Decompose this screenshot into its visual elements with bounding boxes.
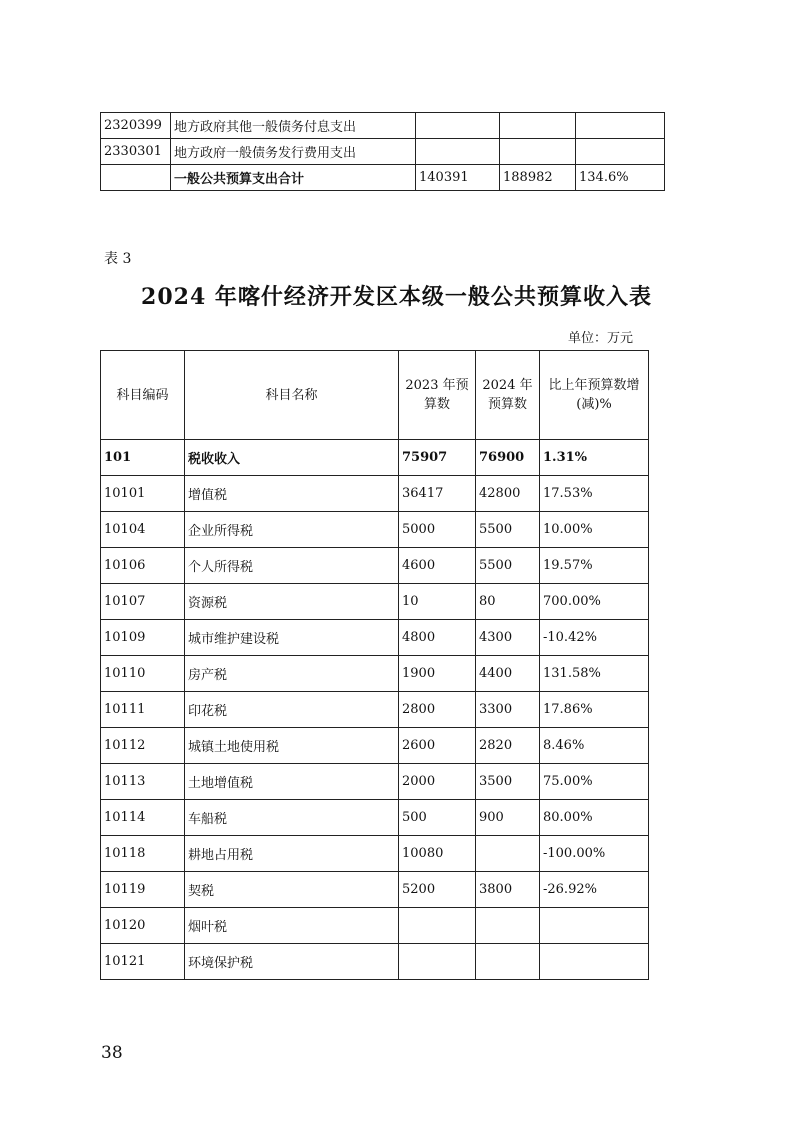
budget-2024-cell: 76900 bbox=[476, 440, 540, 476]
table-row bbox=[101, 692, 649, 728]
budget-2023-cell: 1900 bbox=[399, 656, 476, 692]
budget-2024-cell: 4400 bbox=[476, 656, 540, 692]
subject-code-cell: 2330301 bbox=[101, 139, 171, 165]
budget-2023-cell: 2800 bbox=[399, 692, 476, 728]
header-change-pct: 比上年预算数增(减)% bbox=[540, 351, 649, 440]
subject-code-cell: 10107 bbox=[101, 584, 185, 620]
budget-2023-cell: 10 bbox=[399, 584, 476, 620]
subject-code-cell: 10109 bbox=[101, 620, 185, 656]
subject-name-cell: 烟叶税 bbox=[185, 908, 399, 944]
budget-2024-cell: 188982 bbox=[500, 165, 576, 191]
budget-2023-cell: 2600 bbox=[399, 728, 476, 764]
subject-code-cell: 2320399 bbox=[101, 113, 171, 139]
table-row bbox=[101, 944, 649, 980]
table-row bbox=[101, 139, 665, 165]
budget-2024-cell: 900 bbox=[476, 800, 540, 836]
budget-2023-cell: 140391 bbox=[416, 165, 500, 191]
budget-2024-cell: 5500 bbox=[476, 512, 540, 548]
budget-2023-cell: 5000 bbox=[399, 512, 476, 548]
budget-2024-cell bbox=[476, 836, 540, 872]
subject-name-cell: 环境保护税 bbox=[185, 944, 399, 980]
subject-code-cell: 10113 bbox=[101, 764, 185, 800]
budget-2024-cell bbox=[476, 908, 540, 944]
change-pct-cell bbox=[540, 908, 649, 944]
change-pct-cell: 10.00% bbox=[540, 512, 649, 548]
table-row bbox=[101, 512, 649, 548]
total-row bbox=[101, 165, 665, 191]
table-row bbox=[101, 620, 649, 656]
subject-name-cell: 地方政府一般债务发行费用支出 bbox=[171, 139, 416, 165]
subject-code-cell: 10104 bbox=[101, 512, 185, 548]
subject-code-cell: 10106 bbox=[101, 548, 185, 584]
table-number-label: 表 3 bbox=[104, 251, 132, 267]
budget-2023-cell: 10080 bbox=[399, 836, 476, 872]
page-number: 38 bbox=[101, 1043, 123, 1063]
subject-name-cell: 印花税 bbox=[185, 692, 399, 728]
subject-code-cell: 10121 bbox=[101, 944, 185, 980]
subject-name-cell: 资源税 bbox=[185, 584, 399, 620]
change-pct-cell bbox=[576, 139, 665, 165]
change-pct-cell bbox=[576, 113, 665, 139]
subject-name-cell: 城市维护建设税 bbox=[185, 620, 399, 656]
budget-2024-cell: 3500 bbox=[476, 764, 540, 800]
subject-name-cell: 房产税 bbox=[185, 656, 399, 692]
change-pct-cell: 1.31% bbox=[540, 440, 649, 476]
unit-note: 单位：万元 bbox=[568, 331, 634, 346]
change-pct-cell: 19.57% bbox=[540, 548, 649, 584]
budget-2023-cell: 4800 bbox=[399, 620, 476, 656]
page-title: 2024 年喀什经济开发区本级一般公共预算收入表 bbox=[141, 284, 652, 310]
header-budget-2023: 2023 年预算数 bbox=[399, 351, 476, 440]
expenditure-table-continued bbox=[100, 112, 665, 191]
header-subject-name: 科目名称 bbox=[185, 351, 399, 440]
subject-code-cell: 10111 bbox=[101, 692, 185, 728]
budget-2024-cell bbox=[500, 113, 576, 139]
budget-2024-cell: 4300 bbox=[476, 620, 540, 656]
subject-code-cell: 10118 bbox=[101, 836, 185, 872]
subject-name-cell: 地方政府其他一般债务付息支出 bbox=[171, 113, 416, 139]
change-pct-cell: 75.00% bbox=[540, 764, 649, 800]
budget-2023-cell bbox=[399, 944, 476, 980]
subject-name-cell: 个人所得税 bbox=[185, 548, 399, 584]
change-pct-cell: 8.46% bbox=[540, 728, 649, 764]
subject-code-cell: 10114 bbox=[101, 800, 185, 836]
table-row bbox=[101, 476, 649, 512]
change-pct-cell bbox=[540, 944, 649, 980]
budget-2023-cell bbox=[416, 139, 500, 165]
table-row bbox=[101, 584, 649, 620]
budget-2023-cell: 75907 bbox=[399, 440, 476, 476]
subject-code-cell: 10112 bbox=[101, 728, 185, 764]
subject-code-cell: 10119 bbox=[101, 872, 185, 908]
table-row bbox=[101, 764, 649, 800]
change-pct-cell: 700.00% bbox=[540, 584, 649, 620]
budget-2024-cell bbox=[476, 944, 540, 980]
table-row bbox=[101, 548, 649, 584]
change-pct-cell: -26.92% bbox=[540, 872, 649, 908]
change-pct-cell: -10.42% bbox=[540, 620, 649, 656]
change-pct-cell: 80.00% bbox=[540, 800, 649, 836]
change-pct-cell: 134.6% bbox=[576, 165, 665, 191]
budget-2023-cell: 500 bbox=[399, 800, 476, 836]
subject-name-cell: 土地增值税 bbox=[185, 764, 399, 800]
budget-2023-cell: 5200 bbox=[399, 872, 476, 908]
subject-code-cell: 10110 bbox=[101, 656, 185, 692]
subject-code-cell: 101 bbox=[101, 440, 185, 476]
table-header-row bbox=[101, 351, 649, 440]
table-row bbox=[101, 440, 649, 476]
subject-name-cell: 一般公共预算支出合计 bbox=[171, 165, 416, 191]
table-row bbox=[101, 800, 649, 836]
table-row bbox=[101, 113, 665, 139]
subject-code-cell: 10101 bbox=[101, 476, 185, 512]
table-row bbox=[101, 836, 649, 872]
budget-2023-cell bbox=[416, 113, 500, 139]
budget-2024-cell: 5500 bbox=[476, 548, 540, 584]
subject-name-cell: 企业所得税 bbox=[185, 512, 399, 548]
subject-name-cell: 税收收入 bbox=[185, 440, 399, 476]
revenue-table bbox=[100, 350, 649, 980]
table-row bbox=[101, 728, 649, 764]
budget-2024-cell: 3300 bbox=[476, 692, 540, 728]
budget-2024-cell: 80 bbox=[476, 584, 540, 620]
budget-2024-cell bbox=[500, 139, 576, 165]
budget-2024-cell: 3800 bbox=[476, 872, 540, 908]
budget-2024-cell: 2820 bbox=[476, 728, 540, 764]
budget-2023-cell: 36417 bbox=[399, 476, 476, 512]
budget-2024-cell: 42800 bbox=[476, 476, 540, 512]
budget-2023-cell bbox=[399, 908, 476, 944]
subject-code-cell bbox=[101, 165, 171, 191]
table-row bbox=[101, 656, 649, 692]
budget-2023-cell: 2000 bbox=[399, 764, 476, 800]
header-budget-2024: 2024 年预算数 bbox=[476, 351, 540, 440]
budget-2023-cell: 4600 bbox=[399, 548, 476, 584]
change-pct-cell: 131.58% bbox=[540, 656, 649, 692]
table-row bbox=[101, 872, 649, 908]
change-pct-cell: 17.86% bbox=[540, 692, 649, 728]
subject-name-cell: 增值税 bbox=[185, 476, 399, 512]
subject-name-cell: 城镇土地使用税 bbox=[185, 728, 399, 764]
change-pct-cell: -100.00% bbox=[540, 836, 649, 872]
subject-name-cell: 契税 bbox=[185, 872, 399, 908]
subject-code-cell: 10120 bbox=[101, 908, 185, 944]
subject-name-cell: 车船税 bbox=[185, 800, 399, 836]
subject-name-cell: 耕地占用税 bbox=[185, 836, 399, 872]
table-row bbox=[101, 908, 649, 944]
header-subject-code: 科目编码 bbox=[101, 351, 185, 440]
change-pct-cell: 17.53% bbox=[540, 476, 649, 512]
